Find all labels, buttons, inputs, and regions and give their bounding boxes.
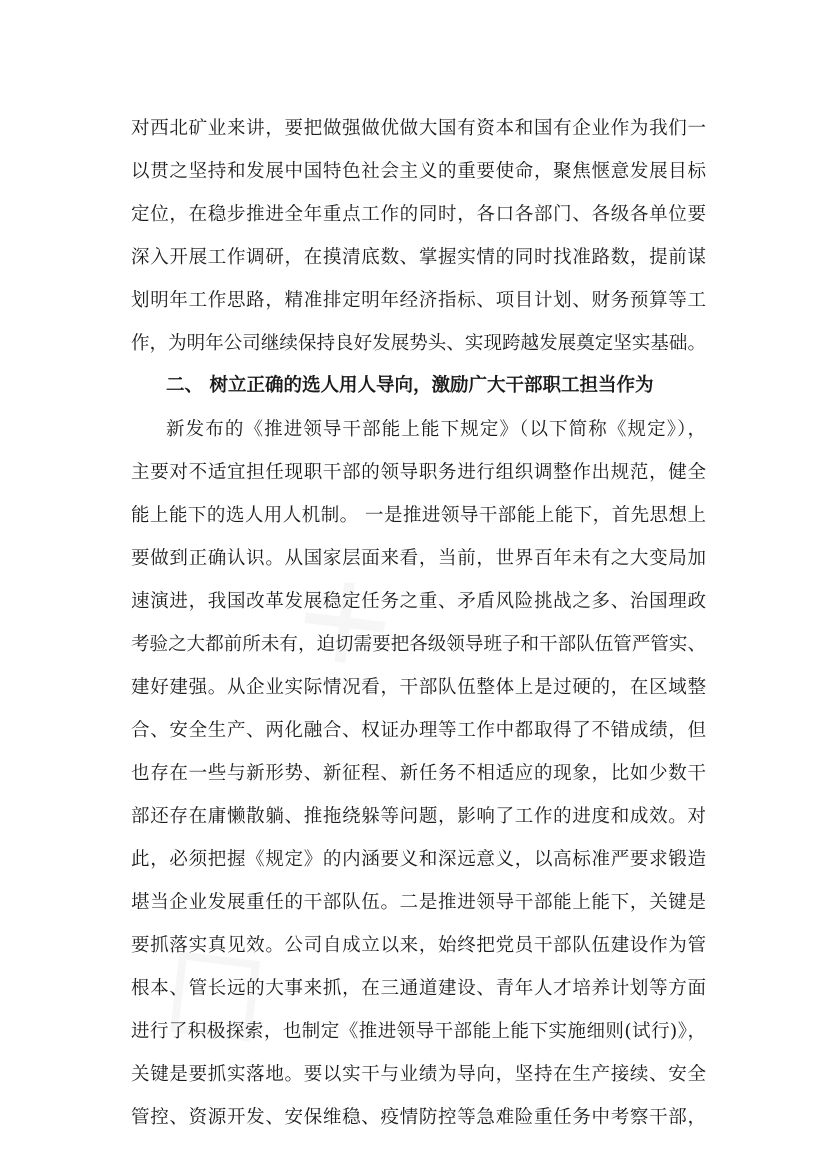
paragraph-line: 主要对不适宜担任现职干部的领导职务进行组织调整作出规范，健全 [131, 462, 706, 483]
section-heading: 二、 树立正确的选人用人导向，激励广大干部职工担当作为 [166, 375, 654, 396]
paragraph-line: 速演进，我国改革发展稳定任务之重、矛盾风险挑战之多、治国理政 [131, 591, 706, 612]
paragraph-line: 深入开展工作调研，在摸清底数、掌握实情的同时找准路数，提前谋 [131, 247, 706, 268]
paragraph-line: 关键是要抓实落地。要以实干与业绩为导向，坚持在生产接续、安全 [131, 1064, 706, 1085]
paragraph-line: 划明年工作思路，精准排定明年经济指标、项目计划、财务预算等工 [131, 290, 706, 311]
paragraph-line: 要抓落实真见效。公司自成立以来，始终把党员干部队伍建设作为管 [131, 935, 706, 956]
paragraph-line: 也存在一些与新形势、新征程、新任务不相适应的现象，比如少数干 [131, 763, 706, 784]
paragraph-line: 此，必须把握《规定》的内涵要义和深远意义，以高标准严要求锻造 [131, 849, 706, 870]
paragraph-line: 新发布的《推进领导干部能上能下规定》（以下简称《规定》）， [166, 419, 706, 440]
paragraph-line: 建好建强。从企业实际情况看，干部队伍整体上是过硬的，在区域整 [131, 677, 706, 698]
paragraph-line: 对西北矿业来讲，要把做强做优做大国有资本和国有企业作为我们一 [131, 118, 706, 139]
paragraph-line: 堪当企业发展重任的干部队伍。二是推进领导干部能上能下，关键是 [131, 892, 706, 913]
paragraph-line: 管控、资源开发、安保维稳、疫情防控等急难险重任务中考察干部， [131, 1107, 706, 1128]
paragraph-line: 定位，在稳步推进全年重点工作的同时，各口各部门、各级各单位要 [131, 204, 706, 225]
paragraph-line: 要做到正确认识。从国家层面来看，当前，世界百年未有之大变局加 [131, 548, 706, 569]
paragraph-line: 根本、管长远的大事来抓，在三通道建设、青年人才培养计划等方面 [131, 978, 706, 999]
paragraph-line: 作，为明年公司继续保持良好发展势头、实现跨越发展奠定坚实基础。 [131, 333, 706, 354]
paragraph-line: 能上能下的选人用人机制。 一是推进领导干部能上能下，首先思想上 [131, 505, 706, 526]
paragraph-line: 部还存在庸懒散躺、推拖绕躲等问题，影响了工作的进度和成效。对 [131, 806, 706, 827]
paragraph-line: 进行了积极探索，也制定《推进领导干部能上能下实施细则(试行)》， [131, 1021, 706, 1042]
paragraph-line: 合、安全生产、两化融合、权证办理等工作中都取得了不错成绩，但 [131, 720, 706, 741]
paragraph-line: 以贯之坚持和发展中国特色社会主义的重要使命，聚焦惬意发展目标 [131, 161, 706, 182]
paragraph-line: 考验之大都前所未有，迫切需要把各级领导班子和干部队伍管严管实、 [131, 634, 706, 655]
